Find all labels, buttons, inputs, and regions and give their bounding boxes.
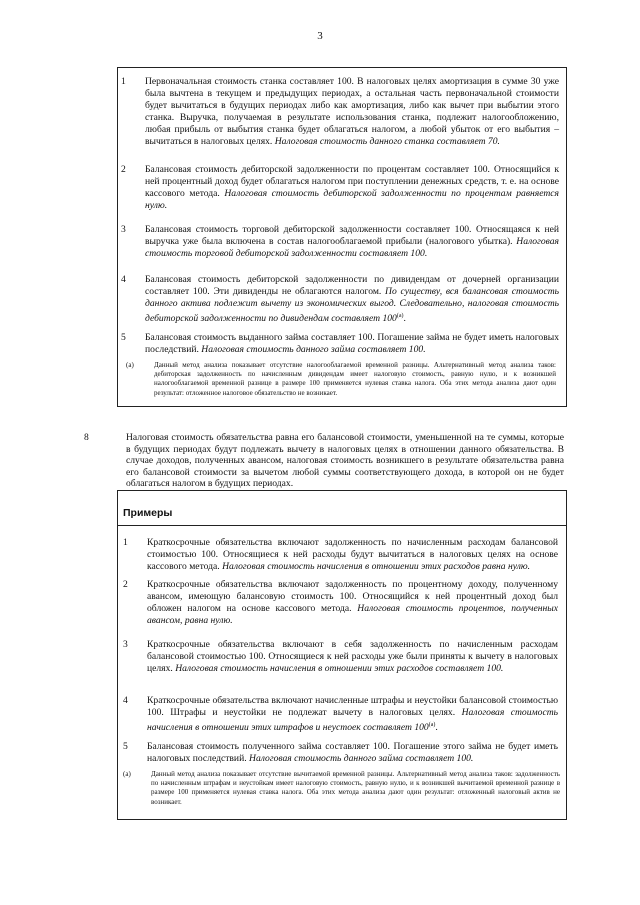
divider xyxy=(118,525,566,526)
examples-box-liabilities: Примеры 1 Краткосрочные обязательства включают задолженность по начисленным расходам балансовой стоимостью 100. Относящиеся к ней расходы будут вычитаться в налоговых целях на основе кассового метода. Налоговая стоимость начисления в отношении этих расходов равна нулю. 2 Краткосрочные обязательства включают задолженность по процентному доходу, полученному авансом, имеющую балансовую стоимость 100. Относящийся к ней процентный доход был обложен налогом на основе кассового метода. Налоговая стоимость процентов, полученных авансом, равна нулю. 3 Краткосрочные обязательства включают в себя задолженность по начисленным расходам балансовой стоимостью 100. Относящиеся к ней расходы уже были приняты к вычету в налоговых целях. Налоговая стоимость начисления в отношении этих расходов составляет 100. 4 Краткосрочные обязательства включают начисленные штрафы и неустойки балансовой стоимостью 100. Штрафы и неустойки не подлежат вычету в налоговых целях. Налоговая стоимость начисления в отношении этих штрафов и неустоек составляет $100^{(а)}$. 5 Балансовая стоимость полученного займа составляет 100. Погашение этого займа не будет иметь налоговых последствий. Налоговая стоимость данного займа составляет 100. (a) Данный метод анализа показывает отсутствие вычитаемой временной разницы. Альтернативный метод анализа таков: задолженность по начисленным штрафам и неустойкам имеет налоговую стоимость, равную нулю, и к возникшей вычитаемой временной разнице в размере 100 применяется нулевая ставка налога. Оба этих метода анализа дают один результат: отложенный налоговый актив не возникает. xyxy=(117,490,567,820)
examples-box-assets: 1 Первоначальная стоимость станка составляет 100. В налоговых целях амортизация в сумме 30 уже была вычтена в текущем и предыдущих периодах, а остальная часть первоначальной стоимости будет вычитаться в будущих периодах либо как амортизация, либо как вычет при выбытии этого станка. Выручка, получаемая в результате использования станка, подлежит налогообложению, любая прибыль от выбытия станка будет облагаться налогом, а любой убыток от его выбытия – вычитаться в налоговых целях. Налоговая стоимость данного станка составляет 70. 2 Балансовая стоимость дебиторской задолженности по процентам составляет 100. Относящийся к ней процентный доход будет облагаться налогом при поступлении денежных средств, т. е. на основе кассового метода. Налоговая стоимость дебиторской задолженности по процентам равняется нулю. 3 Балансовая стоимость торговой дебиторской задолженности составляет 100. Относящаяся к ней выручка уже была включена в состав налогооблагаемой прибыли (налогового убытка). Налоговая стоимость торговой дебиторской задолженности составляет 100. 4 Балансовая стоимость дебиторской задолженности по дивидендам от дочерней организации составляет 100. Эти дивиденды не облагаются налогом. По существу, вся балансовая стоимость данного актива подлежит вычету из экономических выгод. Следовательно, налоговая стоимость дебиторской задолженности по дивидендам составляет $100^{(а)}$. 5 Балансовая стоимость выданного займа составляет 100. Погашение займа не будет иметь налоговых последствий. Налоговая стоимость данного займа составляет 100. (a) Данный метод анализа показывает отсутствие налогооблагаемой временной разницы. Альтернативный метод анализа таков: дебиторская задолженность по начисленным дивидендам имеет налоговую стоимость, равную нулю, и к возникшей налогооблагаемой временной разнице в размере 100 применяется нулевая ставка налога. Оба этих метода анализа дают один результат: отложенное налоговое обязательство не возникает. xyxy=(117,67,567,407)
page-number: 3 xyxy=(317,30,323,42)
examples-heading: Примеры xyxy=(123,507,173,519)
